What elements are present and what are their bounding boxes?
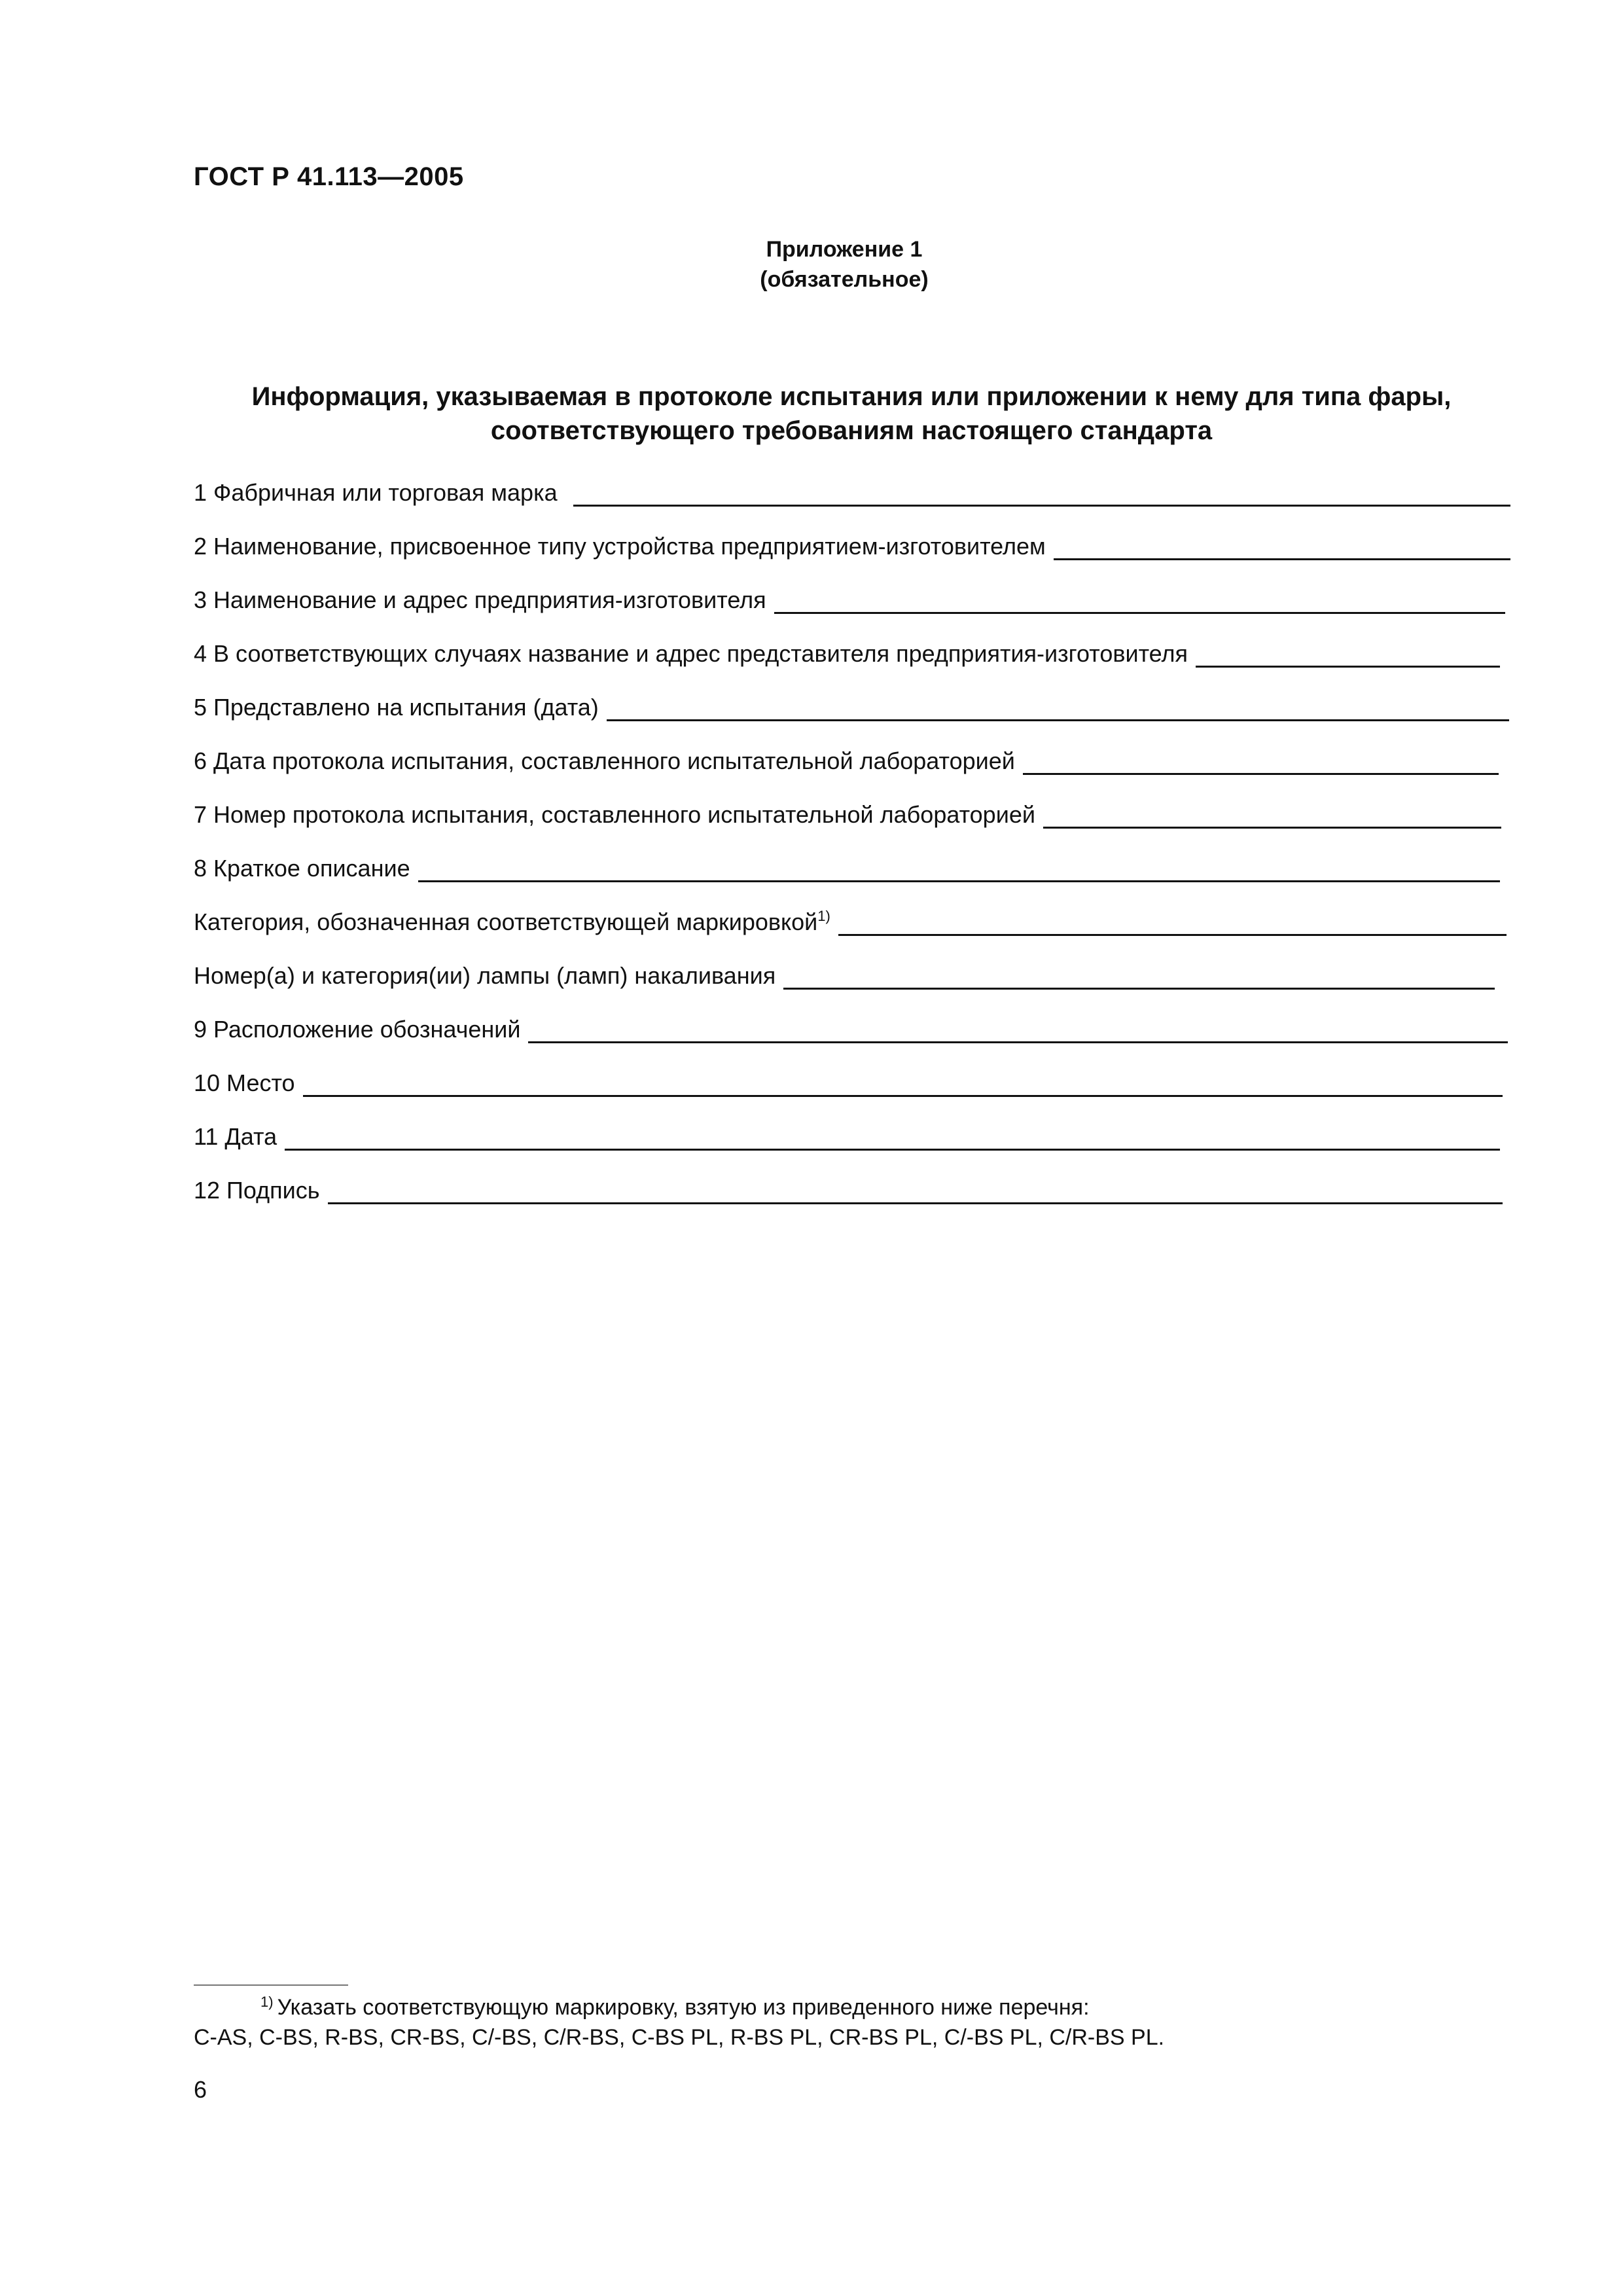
form-row-category — [194, 906, 1507, 936]
form-row-report-date — [194, 745, 1499, 775]
footnote-separator — [194, 1984, 348, 1986]
form-label: 2 Наименование, присвоенное типу устройства предприятием-изготовителем — [194, 533, 1046, 560]
fill-line[interactable] — [328, 1180, 1503, 1204]
form-row-lamps — [194, 960, 1495, 990]
appendix-status: (обязательное) — [760, 267, 929, 292]
fill-line[interactable] — [774, 590, 1505, 614]
form-label: 6 Дата протокола испытания, составленного испытательной лабораторией — [194, 747, 1015, 774]
form-row-signature — [194, 1174, 1503, 1204]
fill-line[interactable] — [1196, 643, 1500, 668]
category-label-text: Категория, обозначенная соответствующей маркировкой — [194, 908, 818, 935]
fill-line[interactable] — [285, 1126, 1500, 1151]
form-label: 10 Место — [194, 1069, 295, 1096]
form-label: 3 Наименование и адрес предприятия-изготовителя — [194, 586, 766, 613]
appendix-title: Приложение 1 — [766, 237, 923, 262]
heading-line-2: соответствующего требованиям настоящего стандарта — [490, 416, 1213, 445]
form-row-type-name — [194, 530, 1510, 560]
fill-line[interactable] — [783, 965, 1495, 990]
form-label: 1 Фабричная или торговая марка — [194, 479, 558, 506]
document-code: ГОСТ Р 41.113—2005 — [194, 162, 464, 191]
form-label: 5 Представлено на испытания (дата) — [194, 694, 599, 721]
form-row-representative — [194, 637, 1500, 668]
form-row-report-number — [194, 798, 1501, 829]
form-row-manufacturer — [194, 584, 1505, 614]
form-label: 7 Номер протокола испытания, составленного испытательной лабораторией — [194, 801, 1035, 828]
fill-line[interactable] — [528, 1019, 1508, 1043]
fill-line[interactable] — [838, 912, 1507, 936]
fill-line[interactable] — [607, 697, 1509, 721]
page-number: 6 — [194, 2076, 207, 2103]
form-row-date — [194, 1121, 1500, 1151]
form-row-description — [194, 852, 1500, 882]
form-label: 8 Краткое описание — [194, 855, 410, 882]
footnote-text-line-2: C-AS, C-BS, R-BS, CR-BS, C/-BS, C/R-BS, C-BS PL, R-BS PL, CR-BS PL, C/-BS PL, C/R-BS PL. — [194, 2025, 1165, 2050]
form-label: 12 Подпись — [194, 1177, 320, 1204]
fill-line[interactable] — [1043, 804, 1501, 829]
footnote-marker: 1) — [260, 1994, 274, 2010]
form-label — [194, 908, 830, 936]
form-row-trademark — [194, 476, 1510, 507]
footnote-ref: 1) — [817, 908, 830, 924]
form-row-submitted-date — [194, 691, 1509, 721]
fill-line[interactable] — [1023, 751, 1499, 775]
form-label: 9 Расположение обозначений — [194, 1016, 521, 1043]
fill-line[interactable] — [303, 1073, 1503, 1097]
form-label: Номер(а) и категория(ии) лампы (ламп) накаливания — [194, 962, 776, 989]
heading-line-1: Информация, указываемая в протоколе испытания или приложении к нему для типа фары, — [251, 382, 1452, 411]
fill-line[interactable] — [1054, 536, 1510, 560]
form-row-marking-location — [194, 1013, 1508, 1043]
footnote-text: Указать соответствующую маркировку, взятую из приведенного ниже перечня: — [277, 1995, 1090, 2020]
fill-line[interactable] — [418, 858, 1500, 882]
footnote-text-line-1 — [260, 1994, 1090, 2020]
fill-line[interactable] — [573, 482, 1510, 507]
form-label: 4 В соответствующих случаях название и адрес представителя предприятия-изготовителя — [194, 640, 1188, 667]
form-row-place — [194, 1067, 1503, 1097]
form-label: 11 Дата — [194, 1123, 277, 1150]
